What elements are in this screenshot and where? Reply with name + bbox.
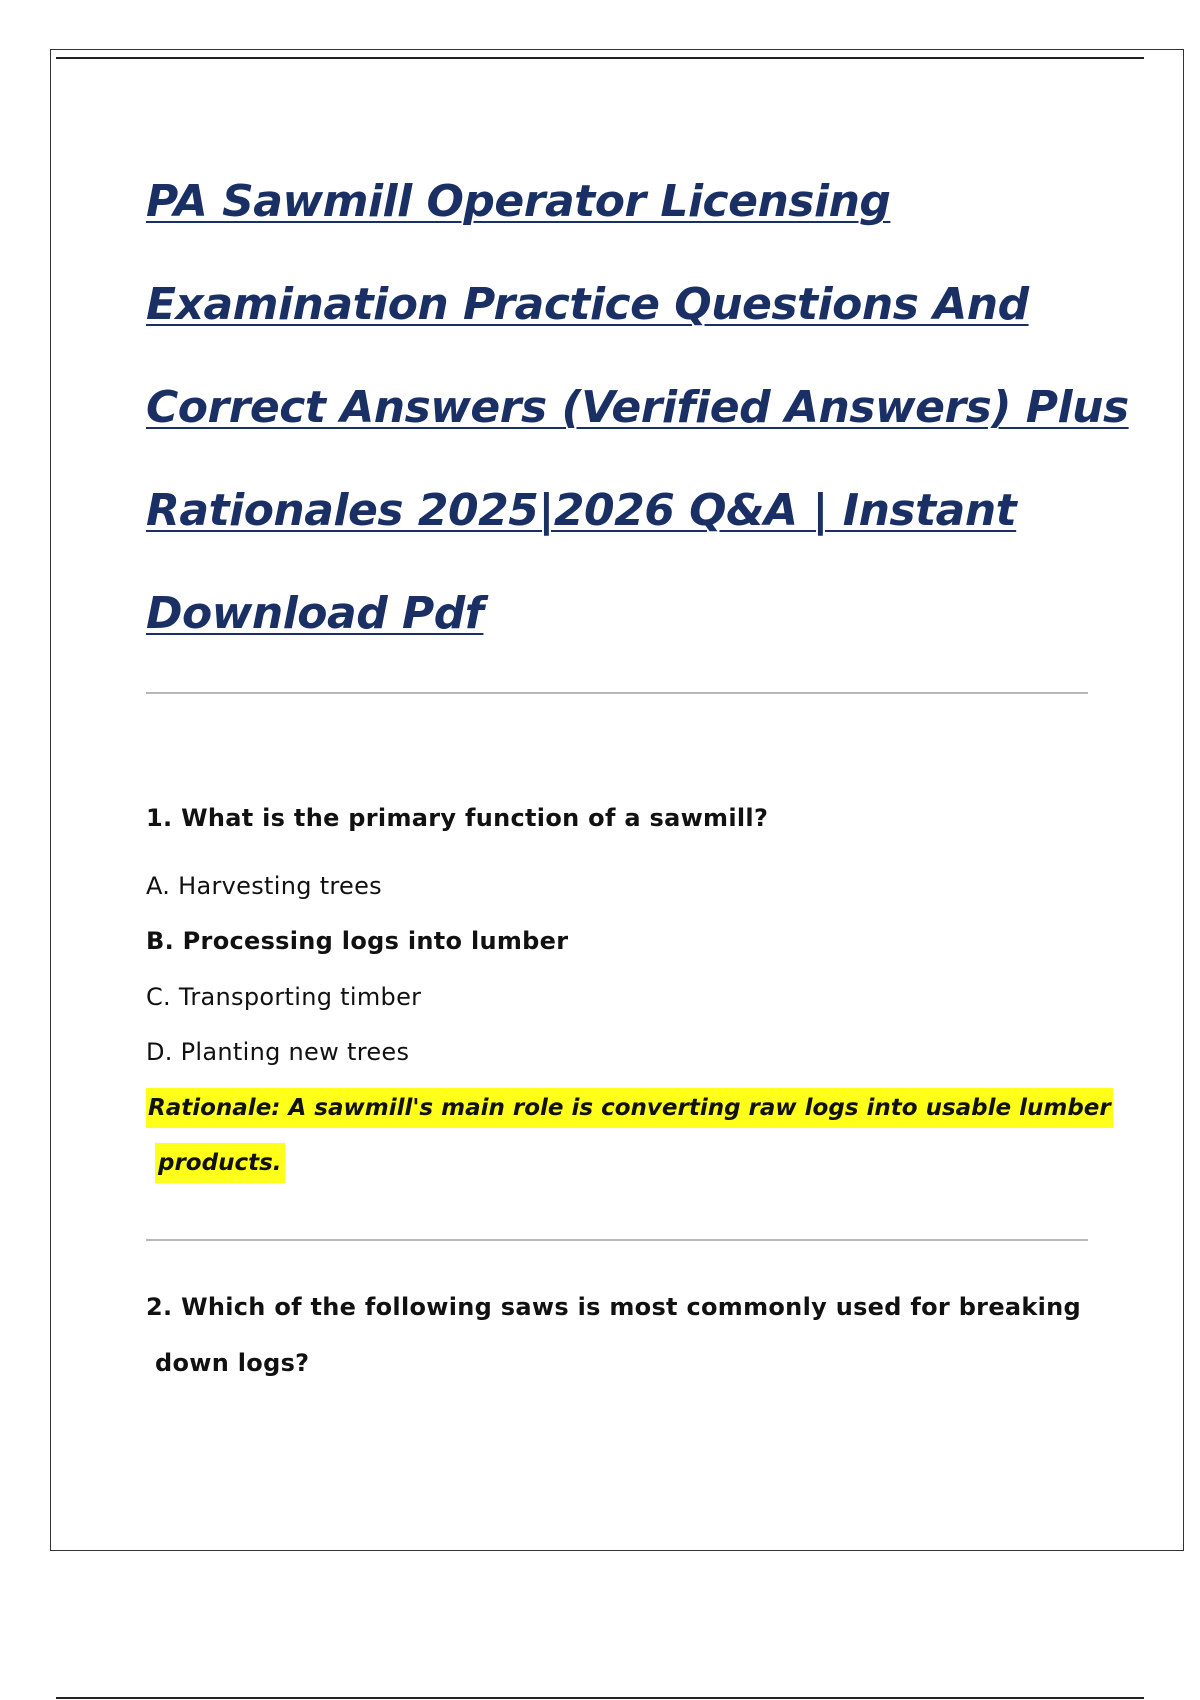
title-line: Correct Answers (Verified Answers) Plus [146, 382, 1129, 433]
question-1-option-b-correct: B. Processing logs into lumber [146, 927, 569, 955]
title-line: Download Pdf [146, 588, 484, 639]
question-1-rationale: Rationale: A sawmill's main role is converting raw logs into usable lumber [146, 1088, 1113, 1128]
question-1-option-a: A. Harvesting trees [146, 872, 382, 900]
question-2-prompt-line: 2. Which of the following saws is most commonly used for breaking [146, 1293, 1082, 1321]
bottom-rule [56, 1697, 1144, 1699]
question-2-prompt-line: down logs? [155, 1349, 310, 1377]
question-1-option-d: D. Planting new trees [146, 1038, 410, 1066]
title-line: Rationales 2025|2026 Q&A | Instant [146, 485, 1017, 536]
question-1-prompt: 1. What is the primary function of a sawmill? [146, 804, 769, 832]
question-2-prompt [146, 1279, 1086, 1391]
section-divider [146, 1239, 1088, 1241]
title-line: PA Sawmill Operator Licensing [146, 176, 891, 227]
question-1-rationale-continued: products. [155, 1143, 285, 1183]
question-1-option-c: C. Transporting timber [146, 983, 422, 1011]
title-line: Examination Practice Questions And [146, 279, 1029, 330]
document-title [146, 150, 1136, 665]
section-divider [146, 692, 1088, 694]
